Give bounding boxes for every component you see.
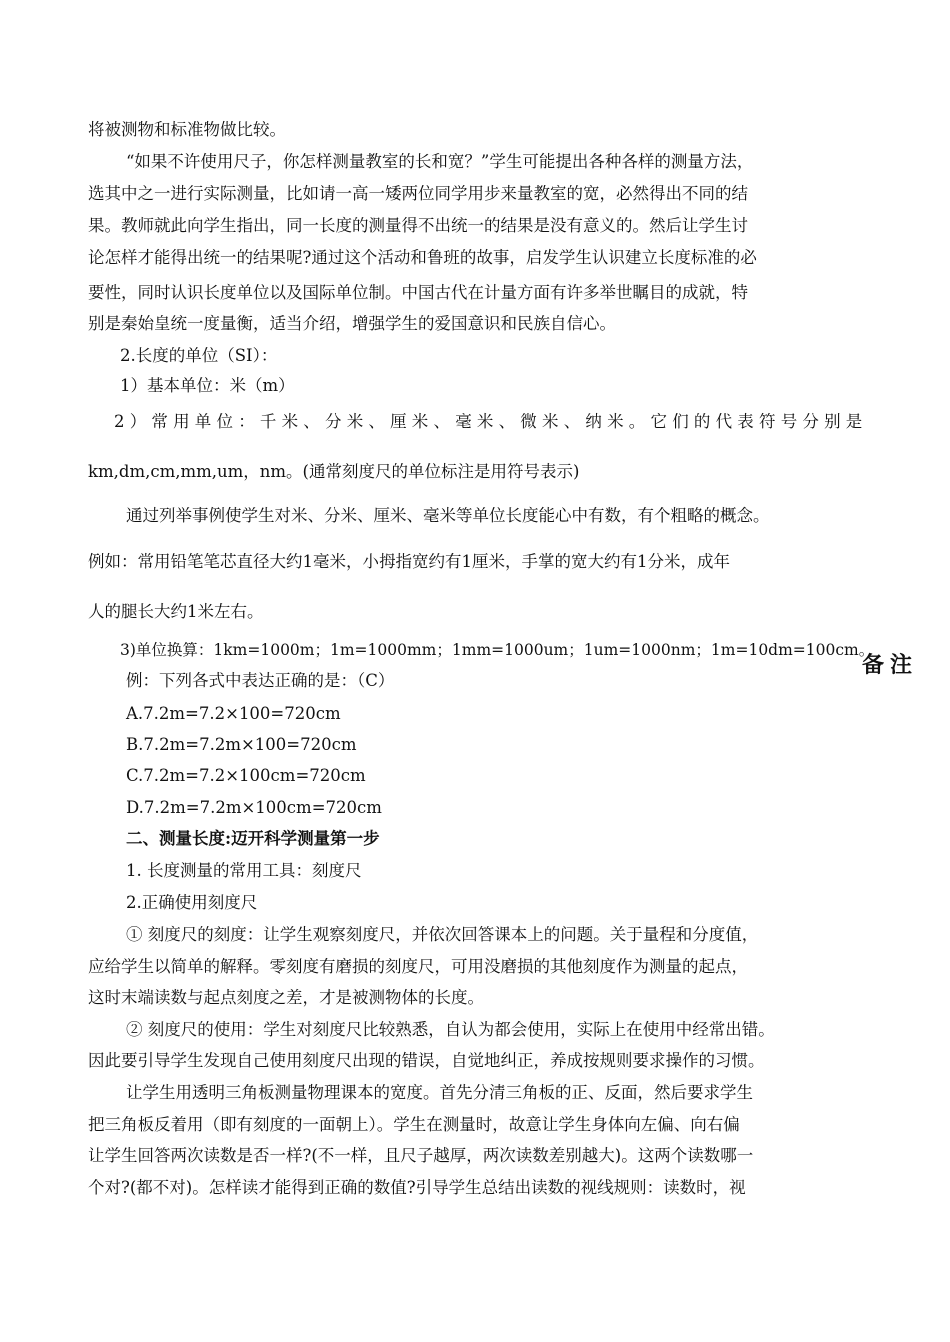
text-line: 论怎样才能得出统一的结果呢?通过这个活动和鲁班的故事，启发学生认识建立长度标准的必 — [88, 248, 757, 267]
example-question: 例：下列各式中表达正确的是：（C） — [126, 671, 395, 690]
text-line: 别是秦始皇统一度量衡，适当介绍，增强学生的爱国意识和民族自信心。 — [88, 314, 616, 333]
text-line: 例如：常用铅笔笔芯直径大约1毫米，小拇指宽约有1厘米，手掌的宽大约有1分米，成年 — [88, 552, 730, 571]
text-line: 果。教师就此向学生指出，同一长度的测量得不出统一的结果是没有意义的。然后让学生讨 — [88, 216, 748, 235]
text-line: “如果不许使用尺子，你怎样测量教室的长和宽？”学生可能提出各种各样的测量方法， — [126, 152, 754, 171]
text-line: 1. 长度测量的常用工具：刻度尺 — [126, 861, 362, 880]
option-b: B.7.2m=7.2m×100=720cm — [126, 735, 357, 754]
text-line: 个对?(都不对)。怎样读才能得到正确的数值?引导学生总结出读数的视线规则：读数时，视 — [88, 1178, 746, 1197]
text-line: 应给学生以简单的解释。零刻度有磨损的刻度尺，可用没磨损的其他刻度作为测量的起点， — [88, 957, 748, 976]
text-line: 让学生回答两次读数是否一样?(不一样，且尺子越厚，两次读数差别越大)。这两个读数哪一 — [88, 1146, 754, 1165]
option-d: D.7.2m=7.2m×100cm=720cm — [126, 798, 382, 817]
text-line: 通过列举事例使学生对米、分米、厘米、毫米等单位长度能心中有数，有个粗略的概念。 — [126, 506, 770, 525]
section-title: 二、测量长度:迈开科学测量第一步 — [126, 829, 380, 848]
text-line: 要性，同时认识长度单位以及国际单位制。中国古代在计量方面有许多举世瞩目的成就，特 — [88, 283, 748, 302]
text-line: ② 刻度尺的使用：学生对刻度尺比较熟悉，自认为都会使用，实际上在使用中经常出错。 — [126, 1020, 775, 1039]
text-line: ① 刻度尺的刻度：让学生观察刻度尺，并依次回答课本上的问题。关于量程和分度值， — [126, 925, 759, 944]
text-line: 让学生用透明三角板测量物理课本的宽度。首先分清三角板的正、反面，然后要求学生 — [126, 1083, 753, 1102]
option-c: C.7.2m=7.2×100cm=720cm — [126, 766, 366, 785]
text-line: km,dm,cm,mm,um，nm。(通常刻度尺的单位标注是用符号表示) — [88, 462, 580, 481]
text-line: 这时末端读数与起点刻度之差，才是被测物体的长度。 — [88, 988, 484, 1007]
text-line: 把三角板反着用（即有刻度的一面朝上）。学生在测量时，故意让学生身体向左偏、向右偏 — [88, 1115, 740, 1134]
unit-conversion-line: 3)单位换算：1km=1000m；1m=1000mm；1mm=1000um；1um=1000nm；1m=10dm=100cm。 — [120, 641, 875, 659]
text-line: 1）基本单位：米（m） — [120, 376, 295, 395]
text-line: 2）常用单位：千米、分米、厘米、毫米、微米、纳米。它们的代表符号分别是 — [114, 412, 868, 431]
section-heading: 2.长度的单位（SI）： — [120, 346, 278, 365]
text-line: 将被测物和标准物做比较。 — [88, 120, 286, 139]
text-line: 选其中之一进行实际测量，比如请一高一矮两位同学用步来量教室的宽，必然得出不同的结 — [88, 184, 748, 203]
side-note-label: 备注 — [862, 653, 919, 678]
text-line: 人的腿长大约1米左右。 — [88, 602, 264, 621]
option-a: A.7.2m=7.2×100=720cm — [126, 704, 341, 723]
text-line: 因此要引导学生发现自己使用刻度尺出现的错误，自觉地纠正，养成按规则要求操作的习惯。 — [88, 1051, 765, 1070]
text-line: 2.正确使用刻度尺 — [126, 893, 258, 912]
